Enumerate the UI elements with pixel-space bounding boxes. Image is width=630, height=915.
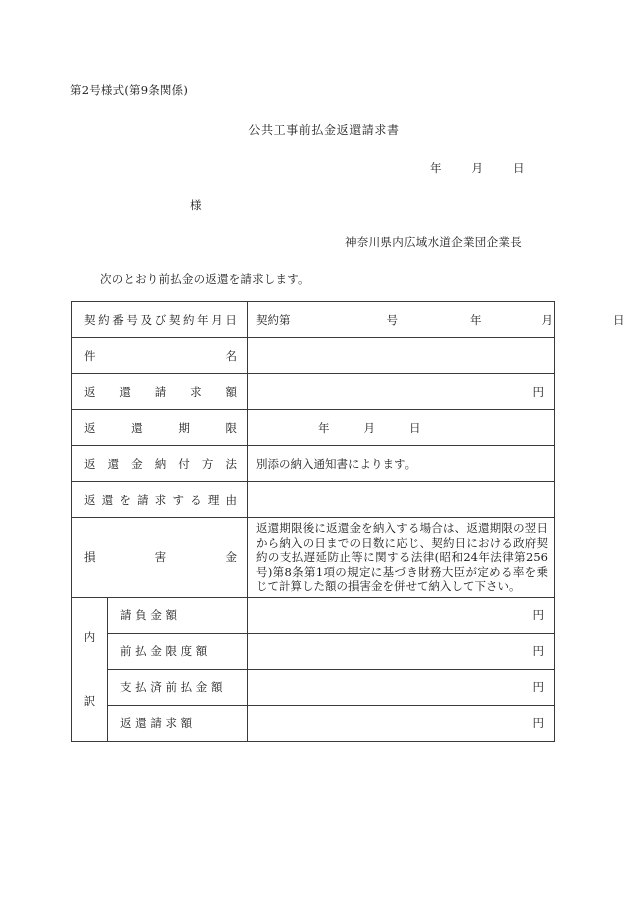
label-breakdown-refund-amount-chars <box>120 716 192 730</box>
char: 由 <box>225 492 237 507</box>
char: び <box>154 312 167 327</box>
table-row-breakdown-refund-amount <box>72 705 555 741</box>
char: 前 <box>120 644 132 659</box>
deadline-day-label: 日 <box>409 420 421 435</box>
field-refund-reason[interactable] <box>248 482 555 518</box>
char: 請 <box>120 608 132 623</box>
char: 金 <box>150 644 162 659</box>
contract-year-label: 年 <box>470 312 482 327</box>
request-form-table <box>71 301 625 742</box>
date-year-label: 年 <box>430 161 442 175</box>
contract-day-label: 日 <box>613 312 625 327</box>
char: 還 <box>107 456 120 471</box>
char: 号 <box>126 312 138 327</box>
char: 日 <box>225 312 237 327</box>
char: 還 <box>119 384 131 399</box>
label-refund-reason <box>72 482 248 518</box>
table-row-project-name <box>72 338 555 374</box>
char: す <box>172 492 184 507</box>
char: 度 <box>180 644 193 659</box>
char: 金 <box>225 550 237 565</box>
label-project-name-chars <box>84 348 237 364</box>
char: 法 <box>225 456 237 471</box>
char: 方 <box>201 456 214 471</box>
char: 損 <box>84 550 96 565</box>
table-row-breakdown-contract-amount <box>72 597 555 633</box>
char: 返 <box>84 384 96 399</box>
char: 求 <box>154 492 167 507</box>
label-breakdown-paid-advance <box>108 669 248 705</box>
char: 支 <box>120 680 132 695</box>
char: 済 <box>150 680 162 695</box>
char: 返 <box>84 456 96 471</box>
form-number: 第2号様式(第9条関係) <box>70 83 189 97</box>
deadline-date-template <box>256 421 421 435</box>
label-breakdown-vertical <box>72 597 108 741</box>
currency-unit-label: 円 <box>532 716 544 731</box>
table-row-payment-method <box>72 446 555 482</box>
issue-date-line <box>430 160 525 176</box>
char: 払 <box>135 644 147 659</box>
char: 約 <box>98 312 110 327</box>
label-breakdown-refund-amount <box>108 705 248 741</box>
contract-month-label: 月 <box>541 312 553 327</box>
breakdown-vertical-chars <box>72 605 107 733</box>
table-row-refund-amount <box>72 374 555 410</box>
intro-sentence: 次のとおり前払金の返還を請求します。 <box>100 272 310 286</box>
char: 月 <box>211 312 223 327</box>
char: 件 <box>84 348 96 363</box>
label-refund-amount-chars <box>84 384 237 400</box>
date-day-label: 日 <box>513 161 525 175</box>
field-breakdown-contract-amount[interactable] <box>248 597 555 633</box>
field-payment-method: 別添の納入通知書によります。 <box>248 446 555 482</box>
char: 請 <box>137 492 149 507</box>
contract-prefix-label: 契約第 <box>256 312 291 327</box>
field-breakdown-paid-advance[interactable] <box>248 669 555 705</box>
char: 限 <box>225 420 237 435</box>
char: 返 <box>84 492 96 507</box>
field-refund-deadline[interactable] <box>248 410 555 446</box>
addressee-honorific: 様 <box>190 198 202 212</box>
char: 返 <box>84 420 96 435</box>
char: 額 <box>225 384 237 399</box>
field-breakdown-refund-amount[interactable] <box>248 705 555 741</box>
label-breakdown-contract-amount-chars <box>120 608 177 622</box>
currency-unit-label: 円 <box>532 384 544 399</box>
char: 害 <box>154 550 167 565</box>
char: 前 <box>165 680 177 695</box>
char: 負 <box>135 608 147 623</box>
char: 金 <box>150 608 162 623</box>
table-row-refund-deadline <box>72 410 555 446</box>
label-refund-deadline-chars <box>84 420 237 436</box>
label-contract-number-date-chars <box>84 312 237 328</box>
char: を <box>119 492 131 507</box>
char: 払 <box>180 680 193 695</box>
char: 還 <box>135 716 147 731</box>
field-refund-amount[interactable] <box>248 374 555 410</box>
char: 契 <box>168 312 181 327</box>
char: 額 <box>165 608 177 623</box>
char: 番 <box>112 312 124 327</box>
label-breakdown-contract-amount <box>108 597 248 633</box>
char: 額 <box>180 716 193 731</box>
table-row-breakdown-paid-advance <box>72 669 555 705</box>
char: 名 <box>225 348 237 363</box>
currency-unit-label: 円 <box>532 608 544 623</box>
char: 額 <box>195 644 208 659</box>
char: 払 <box>135 680 147 695</box>
char: 金 <box>131 456 143 471</box>
char: る <box>190 492 202 507</box>
label-damage-charge-chars <box>84 549 237 565</box>
label-breakdown-paid-advance-chars <box>120 680 222 694</box>
field-breakdown-advance-limit[interactable] <box>248 633 555 669</box>
char: 約 <box>182 312 195 327</box>
currency-unit-label: 円 <box>532 644 544 659</box>
currency-unit-label: 円 <box>532 680 544 695</box>
char: 請 <box>154 384 167 399</box>
char: 内 <box>83 630 96 645</box>
table-row-breakdown-advance-limit <box>72 633 555 669</box>
table-row-refund-reason <box>72 482 555 518</box>
damage-charge-notice-text: 返還期限後に返還金を納入する場合は、返還期限の翌日から納入の日までの日数に応じ、契約日における政府契約の支払遅延防止等に関する法律(昭和24年法律第256号)第8条第1項の規定に基づき財務大臣が定める率を乗じて計算した額の損害金を併せて納入して下さい。 <box>248 518 555 598</box>
label-contract-number-date <box>72 302 248 338</box>
label-refund-reason-chars <box>84 492 237 508</box>
label-payment-method-chars <box>84 456 237 472</box>
char: 納 <box>154 456 167 471</box>
char: 訳 <box>83 694 96 709</box>
field-contract-number-date[interactable] <box>248 302 625 338</box>
char: 契 <box>84 312 96 327</box>
contract-number-date-template <box>256 313 625 327</box>
char: 返 <box>120 716 132 731</box>
label-payment-method <box>72 446 248 482</box>
label-breakdown-advance-limit <box>108 633 248 669</box>
label-damage-charge <box>72 518 248 598</box>
char: 理 <box>207 492 220 507</box>
deadline-month-label: 月 <box>363 420 375 435</box>
char: 還 <box>131 420 143 435</box>
char: 期 <box>178 420 190 435</box>
table-row-contract <box>72 302 555 338</box>
char: 求 <box>165 716 177 731</box>
char: 付 <box>178 456 190 471</box>
char: 請 <box>150 716 162 731</box>
char: 及 <box>140 312 153 327</box>
contract-number-unit-label: 号 <box>386 312 398 327</box>
char: 還 <box>101 492 114 507</box>
label-refund-deadline <box>72 410 248 446</box>
table-row-damage-charge <box>72 518 555 598</box>
deadline-year-label: 年 <box>318 420 330 435</box>
char: 求 <box>190 384 202 399</box>
issuer-name: 神奈川県内広域水道企業団企業長 <box>345 235 522 249</box>
char: 額 <box>210 680 223 695</box>
char: 限 <box>165 644 177 659</box>
label-breakdown-advance-limit-chars <box>120 644 207 658</box>
field-project-name[interactable] <box>248 338 555 374</box>
date-month-label: 月 <box>471 161 483 175</box>
char: 金 <box>195 680 208 695</box>
label-project-name <box>72 338 248 374</box>
label-refund-amount <box>72 374 248 410</box>
char: 年 <box>197 312 209 327</box>
page-title: 公共工事前払金返還請求書 <box>248 123 400 137</box>
